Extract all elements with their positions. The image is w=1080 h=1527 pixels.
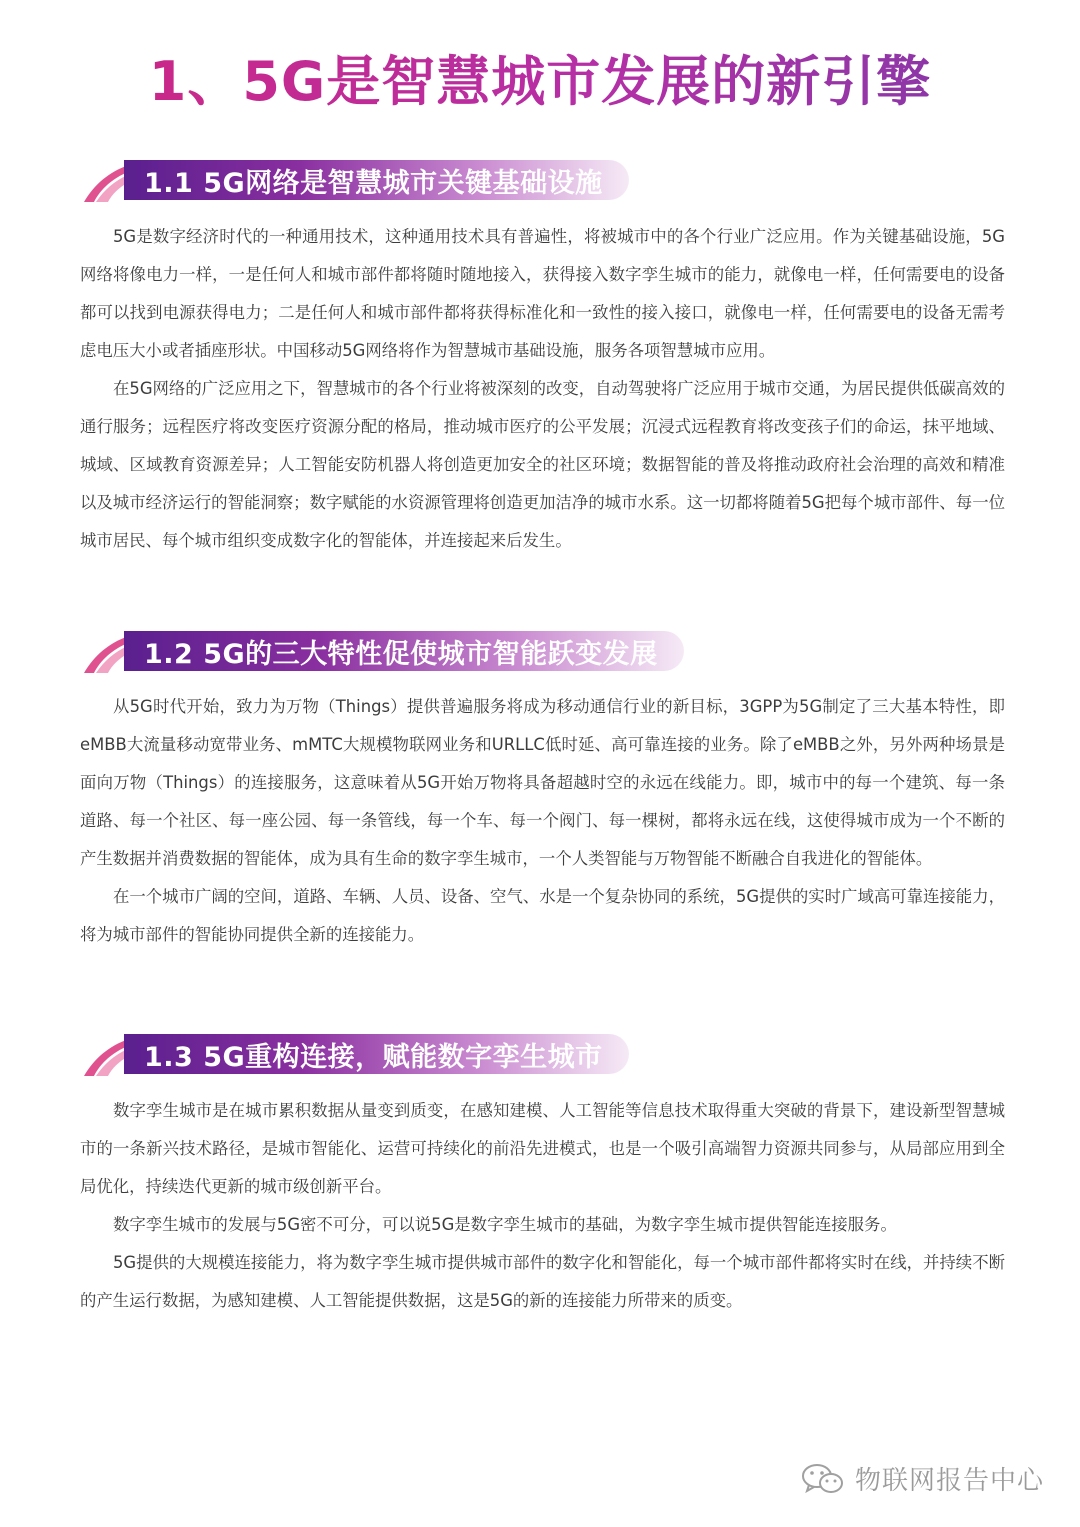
section-banner: [124, 160, 629, 200]
paragraph: 在5G网络的广泛应用之下，智慧城市的各个行业将被深刻的改变，自动驾驶将广泛应用于城市交通，为居民提供低碳高效的通行服务；远程医疗将改变医疗资源分配的格局，推动城市医疗的公平发展；沉浸式远程教育将改变孩子们的命运，抹平地域、城域、区域教育资源差异；人工智能安防机器人将创造更加安全的社区环境；数据智能的普及将推动政府社会治理的高效和精准以及城市经济运行的智能洞察；数字赋能的水资源管理将创造更加洁净的城市水系。这一切都将随着5G把每个城市部件、每一位城市居民、每个城市组织变成数字化的智能体，并连接起来后发生。: [80, 379, 1005, 550]
paragraph: 数字孪生城市的发展与5G密不可分，可以说5G是数字孪生城市的基础，为数字孪生城市提供智能连接服务。: [113, 1215, 897, 1234]
section-body-1-2: [80, 688, 1005, 954]
section-body-1-1: [80, 218, 1005, 560]
section-body-1-3: [80, 1092, 1005, 1320]
watermark-text: 物联网报告中心: [854, 1466, 1044, 1496]
page-title: 1、5G是智慧城市发展的新引擎: [0, 42, 1080, 122]
paragraph: 在一个城市广阔的空间，道路、车辆、人员、设备、空气、水是一个复杂协同的系统，5G提供的实时广域高可靠连接能力，将为城市部件的智能协同提供全新的连接能力。: [80, 887, 1005, 944]
wechat-icon: [801, 1462, 845, 1496]
paragraph: 5G提供的大规模连接能力，将为数字孪生城市提供城市部件的数字化和智能化，每一个城市部件都将实时在线，并持续不断的产生运行数据，为感知建模、人工智能提供数据，这是5G的新的连接能力所带来的质变。: [80, 1253, 1005, 1310]
section-heading: 1.2 5G的三大特性促使城市智能跃变发展: [144, 638, 658, 670]
section-banner: [124, 1034, 629, 1074]
section-banner: [124, 631, 684, 671]
paragraph: 数字孪生城市是在城市累积数据从量变到质变，在感知建模、人工智能等信息技术取得重大突破的背景下，建设新型智慧城市的一条新兴技术路径，是城市智能化、运营可持续化的前沿先进模式，也是一个吸引高端智力资源共同参与，从局部应用到全局优化，持续迭代更新的城市级创新平台。: [80, 1101, 1005, 1196]
paragraph: 从5G时代开始，致力为万物（Things）提供普遍服务将成为移动通信行业的新目标，3GPP为5G制定了三大基本特性，即eMBB大流量移动宽带业务、mMTC大规模物联网业务和URLLC低时延、高可靠连接的业务。除了eMBB之外，另外两种场景是面向万物（Things）的连接服务，这意味着从5G开始万物将具备超越时空的永远在线能力。即，城市中的每一个建筑、每一条道路、每一个社区、每一座公园、每一条管线，每一个车、每一个阀门、每一棵树，都将永远在线，这使得城市成为一个不断的产生数据并消费数据的智能体，成为具有生命的数字孪生城市，一个人类智能与万物智能不断融合自我进化的智能体。: [80, 697, 1005, 868]
section-heading: 1.1 5G网络是智慧城市关键基础设施: [144, 167, 603, 199]
section-heading: 1.3 5G重构连接，赋能数字孪生城市: [144, 1041, 603, 1073]
watermark: [801, 1460, 1044, 1497]
paragraph: 5G是数字经济时代的一种通用技术，这种通用技术具有普遍性，将被城市中的各个行业广泛应用。作为关键基础设施，5G网络将像电力一样，一是任何人和城市部件都将随时随地接入，获得接入数字孪生城市的能力，就像电一样，任何需要电的设备都可以找到电源获得电力；二是任何人和城市部件都将获得标准化和一致性的接入接口，就像电一样，任何需要电的设备无需考虑电压大小或者插座形状。中国移动5G网络将作为智慧城市基础设施，服务各项智慧城市应用。: [80, 227, 1005, 360]
